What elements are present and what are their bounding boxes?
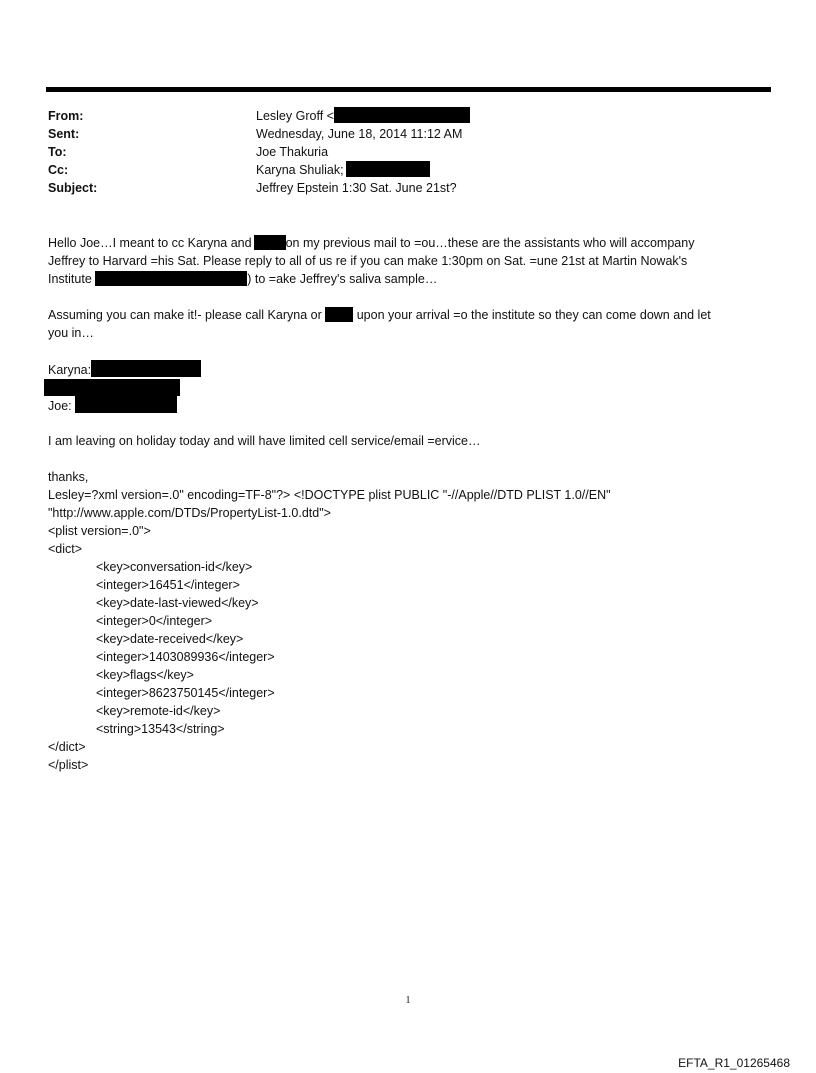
p2-line2: you in… (48, 326, 94, 340)
p1-line1 (48, 234, 694, 252)
sig-line-2: "http://www.apple.com/DTDs/PropertyList-1.0.dtd"> (48, 506, 331, 520)
xml-line: </plist> (48, 758, 89, 772)
cc-row (48, 161, 748, 179)
xml-line: <key>date-last-viewed</key> (96, 596, 259, 610)
redaction-box (346, 161, 430, 177)
p2-text-b: upon your arrival =o the institute so they can come down and let (356, 308, 711, 322)
xml-line: <integer>1403089936</integer> (96, 650, 275, 664)
p1-line3 (48, 270, 694, 288)
joe-contact (48, 396, 177, 415)
redaction-box (95, 271, 247, 286)
xml-line: <key>remote-id</key> (96, 704, 221, 718)
signature-block (48, 468, 611, 774)
xml-line: <key>flags</key> (96, 668, 194, 682)
redaction-box (325, 307, 353, 322)
paragraph-3: I am leaving on holiday today and will have limited cell service/email =ervice… (48, 434, 481, 448)
xml-line: <plist version=.0"> (48, 524, 151, 538)
karyna-contact (48, 360, 201, 379)
to-label: To: (48, 145, 67, 159)
redaction-box (254, 235, 286, 250)
p1-text-a: Hello Joe…I meant to cc Karyna and (48, 236, 252, 250)
thanks-line: thanks, (48, 470, 89, 484)
xml-line: <integer>0</integer> (96, 614, 213, 628)
xml-line: <key>conversation-id</key> (96, 560, 253, 574)
from-row (48, 107, 748, 125)
sent-value: Wednesday, June 18, 2014 11:12 AM (256, 127, 463, 141)
p1-text-b: on my previous mail to =ou…these are the assistants who will accompany (285, 236, 695, 250)
document-id: EFTA_R1_01265468 (678, 1056, 790, 1070)
sent-row (48, 125, 748, 143)
from-label: From: (48, 109, 84, 123)
p1-line2: Jeffrey to Harvard =his Sat. Please reply to all of us re if you can make 1:30pm on Sat. =une 21st at Martin Nowak's (48, 254, 688, 268)
p1-line3-b: ) to =ake Jeffrey's saliva sample… (247, 272, 438, 286)
subject-label: Subject: (48, 181, 98, 195)
paragraph-2 (48, 306, 711, 342)
from-value (256, 107, 470, 125)
cc-label: Cc: (48, 163, 69, 177)
sent-label: Sent: (48, 127, 80, 141)
xml-line: <integer>8623750145</integer> (96, 686, 275, 700)
cc-text: Karyna Shuliak; (256, 163, 344, 177)
page-number: 1 (405, 995, 411, 1006)
xml-line: <string>13543</string> (96, 722, 225, 736)
header-rule (46, 87, 771, 92)
joe-label: Joe: (48, 399, 72, 413)
p2-text-a: Assuming you can make it!- please call Karyna or (48, 308, 322, 322)
p2-line1 (48, 306, 711, 324)
cc-value (256, 161, 430, 179)
sig-line-1: Lesley=?xml version=.0" encoding=TF-8"?> <!DOCTYPE plist PUBLIC "-//Apple//DTD PLIST 1.0//EN" (48, 488, 611, 502)
xml-line: <integer>16451</integer> (96, 578, 240, 592)
redaction-box (44, 379, 180, 396)
xml-line: <key>date-received</key> (96, 632, 244, 646)
p1-line3-a: Institute (48, 272, 92, 286)
paragraph-1 (48, 234, 694, 288)
xml-line: </dict> (48, 740, 86, 754)
subject-row (48, 179, 748, 197)
subject-value: Jeffrey Epstein 1:30 Sat. June 21st? (256, 181, 457, 195)
redaction-box (334, 107, 470, 123)
karyna-label: Karyna: (48, 363, 92, 377)
from-text: Lesley Groff < (256, 109, 334, 123)
to-row (48, 143, 748, 161)
redaction-box (91, 360, 201, 377)
redaction-box (75, 396, 177, 413)
to-value: Joe Thakuria (256, 145, 329, 159)
email-header (48, 107, 748, 197)
xml-line: <dict> (48, 542, 83, 556)
